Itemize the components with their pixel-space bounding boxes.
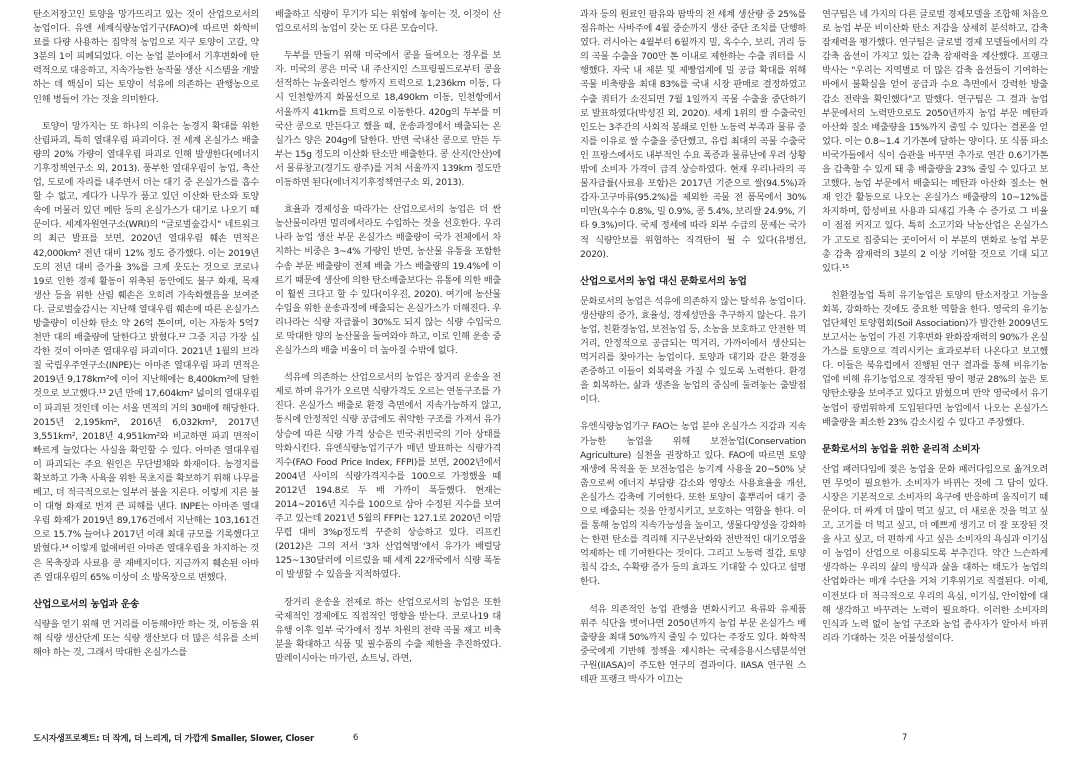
left-page-column-2	[275, 8, 501, 708]
body-paragraph: 문화로서의 농업은 석유에 의존하지 않는 탈석유 농업이다. 생산량의 증가, 효율성, 경제성만을 추구하지 않는다. 유기농업, 친환경농업, 보전농업 등, 소농을 보호하고 안전한 먹거리, 안정적으로 공급되는 먹거리, 가까이에서 생산되는 먹거리를 찾아가는 농업이다. 토양과 대기와 같은 환경을 존중하고 이들이 회복력을 가질 수 있도록 노력한다. 환경을 회복하는, 삶과 생존을 농업의 중심에 둘려놓는 출발점이다.	[580, 295, 806, 406]
section-heading: 산업으로서의 농업 대신 문화로서의 농업	[580, 275, 747, 287]
body-paragraph: 산업 패러다임에 젖은 농업을 문화 패러다임으로 옮겨오려면 무엇이 필요한가. 소비자가 바뀌는 것에 그 답이 있다. 시장은 기본적으로 소비자의 욕구에 반응하며 움직이기 때문이다. 더 싸게 더 많이 먹고 싶고, 더 새로운 것을 먹고 싶고, 고기를 더 먹고 싶고, 더 예쁘게 생기고 더 잘 포장된 것을 사고 싶고, 더 편하게 사고 싶은 소비자의 욕심과 이기심이 농업이 산업으로 이용되도록 부추긴다. 약간 느슨하게 생각하는 우리의 삶의 방식과 삶을 대하는 태도가 농업의 산업화라는 매개 수단을 거쳐 기후위기로 직결된다. 이제, 이전보다 더 적극적으로 우리의 욕심, 이기심, 안이함에 대해 생각하고 바꾸려는 노력이 필요하다. 이러한 소비자의 인식과 노력 없이 농업 구조와 농업 종사자가 알아서 바뀌리라 기대하는 것은 어불성설이다.	[822, 463, 1048, 644]
body-paragraph: 탄소저장고인 토양을 망가뜨리고 있는 것이 산업으로서의 농업이다. 유엔 세계식량농업기구(FAO)에 따르면 화학비료를 다량 사용하는 집약적 농업으로 지구 토양이 고갈, 약 3분의 1이 피폐되었다. 이는 농업 분야에서 기후변화에 탄력적으로 대응하고, 지속가능한 농작물 생산 시스템을 개발하는 데 핵심이 되는 토양이 석유에 의존하는 관행농으로 인해 병들어 가는 것을 의미한다.	[33, 9, 259, 105]
body-paragraph: 장거리 운송을 전제로 하는 산업으로서의 농업은 또한 국제적인 경제에도 직접적인 영향을 받는다. 코로나19 대유행 이후 일부 국가에서 정부 차원의 전략 곡물 재고 비축분을 확대하고 식품 및 필수품의 수출 제한을 추진하였다. 말레이시아는 마가린, 쇼트닝, 라면,	[275, 596, 501, 664]
body-paragraph: 연구팀은 네 가지의 다른 글로벌 경제모델을 조합해 처음으로 농업 부문 비이산화 탄소 저감을 상세히 분석하고, 감축 잠재력을 평가했다. 연구팀은 글로벌 경제 모델들에서의 각 감축 옵션이 가지고 있는 감축 잠재력을 계산했다. 프랭크 박사는 "우리는 지역별로 더 많은 감축 옵션들이 기여하는 바에서 불확실을 얻어 공급과 수요 측면에서 강력한 방출 감소 전략을 확인했다"고 말했다. 연구팀은 그 결과 농업 부문에서의 노력만으로도 2050년까지 농업 부문 메탄과 아산화 질소 배출량을 15%까지 줄일 수 있다는 결론을 얻었다. 이는 0.8~1.4 기가톤에 달하는 양이다. 또 식품 파소비국가들에서 식이 습관을 바꾸면 추가로 연간 0.6기가톤을 감축할 수 있게 돼 총 배출량을 23% 줄일 수 있다고 보고했다. 농업 부문에서 배출되는 메탄과 아산화 질소는 현재 인간 활동으로 나오는 온실가스 배출량의 10~12%를 차지하며, 합성비료 사용과 되새김 가축 수 증가로 그 비율이 점점 커지고 있다. 특히 소고기와 낙농산업은 온실가스가 고도로 집중되는 곳이어서 이 부분의 변화로 농업 부문 총 감축 잠재력의 3분의 2 이상 기여할 것으로 기대 되고 있다.¹⁵	[822, 9, 1048, 274]
section-heading: 산업으로서의 농업과 운송	[33, 598, 140, 610]
body-paragraph: 식량을 얻기 위해 먼 거리를 이동해야만 하는 것, 이동을 위해 식량 생산단계 또는 식량 생산보다 더 많은 석유를 소비해야 하는 것, 그래서 막대한 온실가스를	[33, 618, 259, 658]
right-page-column-1	[580, 8, 806, 708]
page-number-right: 7	[902, 732, 908, 742]
body-paragraph: 석유에 의존하는 산업으로서의 농업은 장거리 운송을 전제로 하며 유가가 오르면 식량가격도 오르는 연동구조를 가진다. 온실가스 배출로 환경 측면에서 지속가능하지 않고, 동시에 안정적인 식량 공급에도 취약한 구조를 가져서 유가 상승에 따른 식량 가격 상승은 빈국·취빈국의 기아 상태를 악화시킨다. 유엔식량농업기구가 매년 발표하는 식량가격지수(FAO Food Price Index, FFPI)를 보면, 2002년에서 2004년 사이의 식량가격지수를 100으로 가정했을 때 2012년 194.8로 두 배 가까이 폭등했다. 현재는 2014~2016년 지수를 100으로 삼아 수정된 지수를 보여주고 있는데 2021년 5월의 FFPI는 127.1로 2020년 이맘 무렵 대비 3%p정도씩 꾸준히 상승하고 있다. 리프킨(2012)은 그의 저서 '3차 산업혁명'에서 유가가 배럴당 125~130달러에 이르렀을 때 세계 22개국에서 식량 폭동이 발생할 수 있음을 지적하였다.	[275, 372, 501, 581]
body-paragraph: 과자 등의 원료인 팜유와 팜박의 전 세계 생산량 중 25%를 점유하는 사바주에 4월 중순까지 생산 중단 조치를 단행하였다. 러시아는 4월부터 6월까지 밀, 옥수수, 보리, 귀리 등의 곡물 수출을 700만 톤 이내로 제한하는 수출 쿼터를 시행했다. 자국 내 제분 및 제빵업계에 밀 공급 확대를 위해 곡물 비축량을 최대 83%를 국내 시장 판매로 결정하였고 수출 쿼터가 소진되면 7월 1일까지 곡물 수출을 중단하기로 발표하였다(박성진 외, 2020). 세계 1위의 쌀 수출국인 인도는 3주간의 사회적 봉쇄로 인한 노동력 부족과 물류 중지를 이유로 쌀 수출을 중단했고, 유럽 최대의 곡물 수출국인 프랑스에서도 내부적인 수요 폭증과 물류난에 우려 상황밖에 소비자 가격이 급격 상승하였다. 현재 우리나라의 곡물자급률(사료용 포함)은 2017년 기준으로 쌀(94.5%)과 감자·고구마류(95.2%)를 제외한 곡물 전 품목에서 30% 미만(옥수수 0.8%, 밀 0.9%, 콩 5.4%, 보리쌀 24.9%, 기타 9.3%)이다. 국제 정세에 따라 외부 수급의 문제는 국가적 식량안보를 위협하는 직격탄이 될 수 있다(유병선, 2020).	[580, 9, 806, 260]
body-paragraph: 친환경농업 특히 유기농업은 토양의 탄소저장고 기능을 회복, 강화하는 것에도 중요한 역할을 한다. 영국의 유기농업단체인 토양협회(Soil Association)가 발간한 2009년도 보고서는 농업이 가진 기후변화 완화잠재력의 90%가 온실가스를 토양으로 격리시키는 효과로부터 나온다고 보고했다. 이들은 북유럽에서 진행된 연구 결과를 통해 비유기농업에 비해 유기농업으로 경작된 땅이 평균 28%의 높은 토양탄소량을 보여주고 있다고 밝혔으며 만약 영국에서 유기농업이 광범위하게 도입된다면 농업에서 나오는 온실가스 배출량을 최소한 23% 감소시킬 수 있다고 주장했다.	[822, 289, 1048, 428]
body-paragraph: 유엔식량농업기구 FAO는 농업 분야 온실가스 지감과 지속가능한 농업을 위해 보전농업(Conservation Agriculture) 실천을 권장하고 있다. FAO에 따르면 토양 재생에 목적을 둔 보전농업은 농기계 사용을 20~50% 낮춤으로써 에너지 부담량 감소와 영양소 사용효율을 개선, 온실가스 감축에 기여한다. 또한 토양이 흩뿌리어 대기 중으로 배출되는 것을 안정시키고, 보호하는 역할을 한다. 이를 통해 농업의 지속가능성을 높이고, 생물다양성을 강화하는 한편 탄소를 격리해 지구온난화와 전반적인 대기오염을 억제하는 데 기여한다는 것이다. 그리고 노동력 절감, 토양침식 감소, 수확량 증가 등의 효과도 기대할 수 있다고 설명한다.	[580, 421, 806, 588]
body-paragraph: 두부를 만들기 위해 미국에서 콩을 들여오는 경우를 보자. 미국의 콩은 미국 내 주산지인 스프링필드로부터 콩을 선적하는 뉴올리언스 항까지 트럭으로 1,236km 이동, 다시 인천항까지 화물선으로 18,490km 이동, 인천항에서 서울까지 41km를 트럭으로 이동한다. 420g의 두부를 미국산 콩으로 만든다고 했을 때, 운송과정에서 배출되는 온실가스 양은 204g에 달한다. 반면 국내산 콩으로 만든 두부는 15g 정도의 이산화 탄소만 배출한다. 콩 산지(안산)에서 물류창고(경기도 광주)를 거쳐 서울까지 139km 정도만 이동하면 된다(에너지기후정책연구소 외, 2013).	[275, 50, 501, 189]
section-heading: 문화로서의 농업을 위한 윤리적 소비자	[822, 443, 980, 455]
left-page-column-1	[33, 8, 259, 708]
body-paragraph: 효율과 경제성을 따라가는 산업으로서의 농업은 더 싼 농산물이라면 멀리에서라도 수입하는 것을 선호한다. 우리나라 농업 생산 부문 온실가스 배출량이 국가 전체에서 차지하는 비중은 3~4% 가량인 반면, 농산물 유통을 포함한 수송 부문 배출량이 전체 배출 가스 배출량의 19.4%에 이르기 때문에 생산에 의한 탄소배출보다는 유통에 의한 배출이 훨씬 크다고 할 수 있다(이우진, 2020). 여기에 농산물 수입을 위한 운송과정에 배출되는 온실가스가 더해진다. 우리나라는 식량 자급률이 30%도 되지 않는 식량 수입국으로 막대한 양의 농산물을 들여와야 하고, 이로 인해 운송 중 온실가스의 배출 비율이 더 높아질 수밖에 없다.	[275, 204, 501, 357]
right-page-column-2	[822, 8, 1048, 708]
page-number-left: 6	[353, 732, 359, 742]
body-paragraph: 배출하고 식량이 무기가 되는 위험에 놓이는 것, 이것이 산업으로서의 농업이 갖는 또 다른 모습이다.	[275, 9, 501, 35]
body-paragraph: 석유 의존적인 농업 관행을 변화시키고 육류와 유제품 위주 식단을 벗어나면 2050년까지 농업 부문 온실가스 배출량을 최대 50%까지 줄일 수 있다는 주장도 있다. 화학적 중국에게 기반해 정책을 제시하는 국제응용시스템분석연구원(IIASA)이 주도한 연구의 결과이다. IIASA 연구원 스테판 프랭크 박사가 이끄는	[580, 603, 806, 686]
body-paragraph: 토양이 망가지는 또 하나의 이유는 농경지 확대를 위한 산림파괴, 특히 열대우림 파괴이다. 전 세계 온실가스 배출량의 20% 가량이 열대우림 파괴로 인해 발생한다(에너지기후정책연구소 외, 2013). 풍부한 열대우림이 농업, 축산업, 도로에 자리를 내주면서 더는 대기 중 온실가스를 흡수할 수 없고, 게다가 나무가 품고 있던 이산화 탄소와 토양 속에 머물러 있던 메탄 등의 온실가스가 대기로 나오기 때문이다. 세계자원연구소(WRI)의 "글로벌숲감시" 네트워크의 최근 발표를 보면, 2020년 열대우림 훼손 면적은 42,000km² 전년 대비 12% 정도 증가했다. 이는 2019년도의 전년 대비 증가율 3%를 크게 웃도는 것으로 코로나19로 인한 경제 활동이 위축된 동안에도 불구 화재, 목재 생산 등을 위한 산림 훼손은 오히려 가속화했음을 보여준다. 글로벌숲감시는 지난해 열대우림 훼손에 따른 온실가스 방출량이 이산화 탄소 약 26억 톤이며, 이는 자동차 5억7천만 대의 배출량에 달한다고 밝혔다.¹² 그중 지금 가장 심각한 것이 아마존 열대우림 파괴이다. 2021년 1월의 브라질 국립우주연구소(INPE)는 아마존 열대우림 파괴 면적은 2019년 9,178km²에 이어 지난해에는 8,400km²에 달한 것으로 보고했다.¹³ 2년 만에 17,604km² 넓이의 열대우림이 파괴된 것인데 이는 서울 면적의 거의 30배에 해당한다. 2015년 2,195km², 2016년 6,032km², 2017년 3,551km², 2018년 4,951km²와 비교하면 파괴 면적이 빠르게 늘었다는 사실을 확인할 수 있다. 아마존 열대우림이 파괴되는 주요 원인은 무단벌채와 화재이다. 농경지를 확보하고 가축 사육을 위한 목초지를 확보하기 위해 나무를 베고, 더 적극적으로는 일부러 불을 지른다. 이렇게 지른 불이 대형 화재로 번져 큰 피해를 낸다. INPE는 아마존 열대우림 화재가 2019년 89,176건에서 지난해는 103,161건으로 15.7% 늘어나 2017년 이래 최대 규모를 기록했다고 밝혔다.¹⁴ 이렇게 없애버린 아마존 열대우림을 차지하는 것은 목축장과 사료용 콩 재배지이다. 지금까지 훼손된 아마존 열대우림의 65% 이상이 소 방목장으로 변했다.	[33, 120, 259, 583]
running-footer-title: 도시자생프로젝트: 더 작게, 더 느리게, 더 가깝게 Smaller, Slower, Closer	[33, 733, 314, 743]
